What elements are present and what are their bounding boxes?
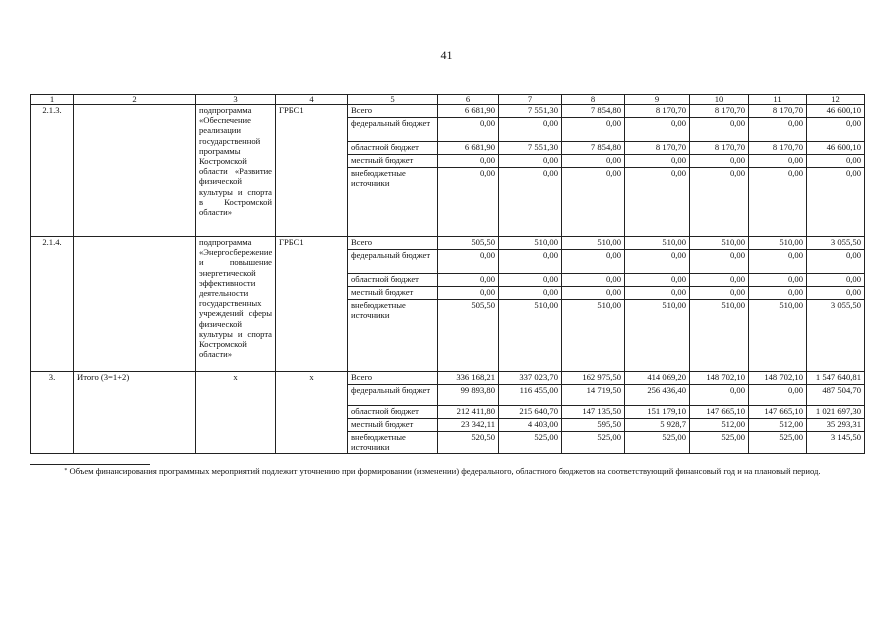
amount-cell: 505,50 <box>438 300 499 372</box>
amount-cell: 8 170,70 <box>625 142 690 155</box>
funding-source: Всего <box>348 237 438 250</box>
amount-cell: 0,00 <box>499 155 562 168</box>
amount-cell: 510,00 <box>562 237 625 250</box>
amount-cell: 510,00 <box>625 237 690 250</box>
amount-cell: 8 170,70 <box>690 105 749 118</box>
item-name <box>74 105 196 237</box>
funding-source: областной бюджет <box>348 274 438 287</box>
amount-cell: 525,00 <box>625 432 690 454</box>
item-number: 2.1.3. <box>31 105 74 237</box>
amount-cell: 23 342,11 <box>438 419 499 432</box>
amount-cell: 147 665,10 <box>749 406 807 419</box>
amount-cell: 0,00 <box>499 168 562 237</box>
amount-cell: 0,00 <box>749 155 807 168</box>
amount-cell: 0,00 <box>499 250 562 274</box>
amount-cell: 0,00 <box>625 168 690 237</box>
amount-cell: 510,00 <box>749 300 807 372</box>
amount-cell: 0,00 <box>807 274 865 287</box>
amount-cell: 0,00 <box>625 118 690 142</box>
amount-cell: 525,00 <box>562 432 625 454</box>
amount-cell: 46 600,10 <box>807 142 865 155</box>
amount-cell: 151 179,10 <box>625 406 690 419</box>
amount-cell: 520,50 <box>438 432 499 454</box>
amount-cell: 4 403,00 <box>499 419 562 432</box>
amount-cell: 0,00 <box>690 168 749 237</box>
amount-cell: 505,50 <box>438 237 499 250</box>
amount-cell: 116 455,00 <box>499 385 562 406</box>
amount-cell: 0,00 <box>499 274 562 287</box>
amount-cell: 512,00 <box>690 419 749 432</box>
funding-source: местный бюджет <box>348 287 438 300</box>
amount-cell: 510,00 <box>749 237 807 250</box>
table-row <box>31 237 865 250</box>
amount-cell: 0,00 <box>690 118 749 142</box>
page-number: 41 <box>440 48 453 62</box>
funding-source: местный бюджет <box>348 155 438 168</box>
amount-cell: 0,00 <box>438 274 499 287</box>
amount-cell: 337 023,70 <box>499 372 562 385</box>
amount-cell: 148 702,10 <box>749 372 807 385</box>
column-number: 5 <box>348 95 438 105</box>
amount-cell: 0,00 <box>625 274 690 287</box>
program-name: подпрограмма «Обеспечение реализации государственной программы Костромской области «Развитие физической культуры и спорта в Костромской области» <box>196 105 276 237</box>
amount-cell: 0,00 <box>690 287 749 300</box>
funding-source: областной бюджет <box>348 142 438 155</box>
amount-cell: 46 600,10 <box>807 105 865 118</box>
amount-cell: 0,00 <box>690 155 749 168</box>
amount-cell: 0,00 <box>807 168 865 237</box>
amount-cell: 0,00 <box>807 287 865 300</box>
funding-source: Всего <box>348 105 438 118</box>
amount-cell: 525,00 <box>749 432 807 454</box>
amount-cell: 148 702,10 <box>690 372 749 385</box>
amount-cell: 510,00 <box>499 300 562 372</box>
amount-cell: 1 021 697,30 <box>807 406 865 419</box>
amount-cell: 3 055,50 <box>807 300 865 372</box>
column-number: 11 <box>749 95 807 105</box>
grbs-code: ГРБС1 <box>276 237 348 372</box>
amount-cell: 510,00 <box>690 237 749 250</box>
amount-cell: 3 145,50 <box>807 432 865 454</box>
amount-cell: 6 681,90 <box>438 105 499 118</box>
funding-source: внебюджетные источники <box>348 168 438 237</box>
column-number: 4 <box>276 95 348 105</box>
funding-source: Всего <box>348 372 438 385</box>
amount-cell: 0,00 <box>562 118 625 142</box>
column-number: 6 <box>438 95 499 105</box>
program-name: х <box>196 372 276 454</box>
amount-cell: 5 928,7 <box>625 419 690 432</box>
amount-cell: 7 854,80 <box>562 105 625 118</box>
item-name: Итого (3=1+2) <box>74 372 196 454</box>
amount-cell: 215 640,70 <box>499 406 562 419</box>
amount-cell: 0,00 <box>690 274 749 287</box>
amount-cell: 0,00 <box>562 274 625 287</box>
amount-cell: 162 975,50 <box>562 372 625 385</box>
amount-cell: 0,00 <box>438 287 499 300</box>
amount-cell: 0,00 <box>625 155 690 168</box>
funding-source: местный бюджет <box>348 419 438 432</box>
amount-cell: 510,00 <box>625 300 690 372</box>
amount-cell: 6 681,90 <box>438 142 499 155</box>
amount-cell: 0,00 <box>749 385 807 406</box>
column-number: 1 <box>31 95 74 105</box>
footnote-text: Объем финансирования программных мероприятий подлежит уточнению при формировании (изменении) федерального, областного бюджетов на соответствующий финансовый год и на плановый период. <box>69 466 821 476</box>
amount-cell: 0,00 <box>499 287 562 300</box>
amount-cell: 0,00 <box>807 118 865 142</box>
amount-cell: 0,00 <box>438 155 499 168</box>
amount-cell: 510,00 <box>562 300 625 372</box>
amount-cell: 0,00 <box>807 250 865 274</box>
financing-table <box>30 94 865 454</box>
funding-source: областной бюджет <box>348 406 438 419</box>
amount-cell: 1 547 640,81 <box>807 372 865 385</box>
column-number: 8 <box>562 95 625 105</box>
table-row <box>31 372 865 385</box>
amount-cell: 8 170,70 <box>690 142 749 155</box>
amount-cell: 0,00 <box>562 287 625 300</box>
column-number: 12 <box>807 95 865 105</box>
amount-cell: 0,00 <box>807 155 865 168</box>
amount-cell: 0,00 <box>749 250 807 274</box>
column-number: 7 <box>499 95 562 105</box>
amount-cell: 35 293,31 <box>807 419 865 432</box>
amount-cell: 414 069,20 <box>625 372 690 385</box>
amount-cell: 525,00 <box>690 432 749 454</box>
amount-cell: 0,00 <box>625 250 690 274</box>
amount-cell: 0,00 <box>749 287 807 300</box>
amount-cell: 510,00 <box>690 300 749 372</box>
funding-source: федеральный бюджет <box>348 118 438 142</box>
column-number: 3 <box>196 95 276 105</box>
amount-cell: 0,00 <box>562 155 625 168</box>
item-number: 2.1.4. <box>31 237 74 372</box>
amount-cell: 0,00 <box>749 168 807 237</box>
amount-cell: 8 170,70 <box>749 142 807 155</box>
footnote <box>30 466 864 477</box>
amount-cell: 212 411,80 <box>438 406 499 419</box>
amount-cell: 7 551,30 <box>499 105 562 118</box>
column-number: 9 <box>625 95 690 105</box>
amount-cell: 525,00 <box>499 432 562 454</box>
funding-source: внебюджетные источники <box>348 300 438 372</box>
amount-cell: 147 135,50 <box>562 406 625 419</box>
amount-cell: 14 719,50 <box>562 385 625 406</box>
amount-cell: 0,00 <box>438 118 499 142</box>
amount-cell: 147 665,10 <box>690 406 749 419</box>
amount-cell: 0,00 <box>690 250 749 274</box>
amount-cell: 510,00 <box>499 237 562 250</box>
amount-cell: 0,00 <box>562 250 625 274</box>
item-number: 3. <box>31 372 74 454</box>
column-number: 10 <box>690 95 749 105</box>
item-name <box>74 237 196 372</box>
amount-cell: 0,00 <box>749 118 807 142</box>
amount-cell: 256 436,40 <box>625 385 690 406</box>
amount-cell: 8 170,70 <box>625 105 690 118</box>
amount-cell: 0,00 <box>690 385 749 406</box>
amount-cell: 595,50 <box>562 419 625 432</box>
footnote-mark: * <box>64 468 68 474</box>
amount-cell: 0,00 <box>438 168 499 237</box>
amount-cell: 512,00 <box>749 419 807 432</box>
amount-cell: 7 854,80 <box>562 142 625 155</box>
program-name: подпрограмма «Энергосбережение и повышение энергетической эффективности деятельности государственных учреждений сферы физической культуры и спорта Костромской области» <box>196 237 276 372</box>
table-row <box>31 105 865 118</box>
amount-cell: 487 504,70 <box>807 385 865 406</box>
amount-cell: 8 170,70 <box>749 105 807 118</box>
amount-cell: 0,00 <box>625 287 690 300</box>
footnote-divider <box>30 464 150 465</box>
amount-cell: 0,00 <box>562 168 625 237</box>
grbs-code: х <box>276 372 348 454</box>
amount-cell: 7 551,30 <box>499 142 562 155</box>
amount-cell: 336 168,21 <box>438 372 499 385</box>
amount-cell: 0,00 <box>499 118 562 142</box>
amount-cell: 99 893,80 <box>438 385 499 406</box>
funding-source: федеральный бюджет <box>348 385 438 406</box>
amount-cell: 3 055,50 <box>807 237 865 250</box>
column-number: 2 <box>74 95 196 105</box>
grbs-code: ГРБС1 <box>276 105 348 237</box>
funding-source: федеральный бюджет <box>348 250 438 274</box>
column-number-row <box>31 95 865 105</box>
funding-source: внебюджетные источники <box>348 432 438 454</box>
amount-cell: 0,00 <box>438 250 499 274</box>
amount-cell: 0,00 <box>749 274 807 287</box>
